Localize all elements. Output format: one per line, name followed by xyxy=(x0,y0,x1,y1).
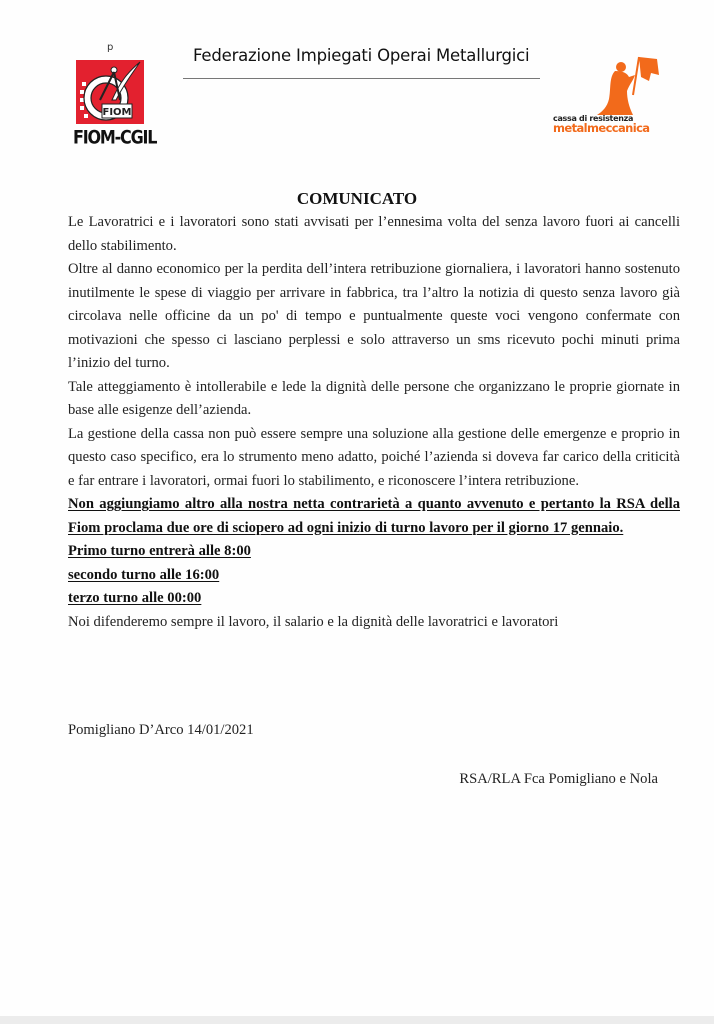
strike-announcement: Non aggiungiamo altro alla nostra netta contrarietà a quanto avvenuto e pertanto la RSA della Fiom proclama due ore di sciopero ad ogni inizio di turno lavoro per il giorno 17 gennaio. xyxy=(68,496,680,536)
paragraph-1: Le Lavoratrici e i lavoratori sono stati avvisati per l’ennesima volta del senza lavoro fuori ai cancelli dello stabilimento. xyxy=(68,214,680,254)
fiom-logo-icon xyxy=(76,60,144,124)
page-bottom-edge xyxy=(0,1016,714,1024)
header-divider xyxy=(183,78,540,79)
cassa-logo-line1: cassa di resistenza xyxy=(553,114,634,123)
cassa-logo-line2: metalmeccanica xyxy=(553,121,650,135)
paragraph-3: Tale atteggiamento è intollerabile e lede la dignità delle persone che organizzano le proprie giornate in base alle esigenze dell’azienda. xyxy=(68,378,680,418)
paragraph-4: La gestione della cassa non può essere sempre una soluzione alla gestione delle emergenze e proprio in questo caso specifico, era lo strumento meno adatto, poiché l’azienda si doveva far carico della criticità e far entrare i lavoratori, ormai fuori lo stabilimento, e riconoscere l’intera retribuzione. xyxy=(68,425,680,489)
shift-3: terzo turno alle 00:00 xyxy=(68,590,202,606)
signature: RSA/RLA Fca Pomigliano e Nola xyxy=(459,771,658,787)
document-title: COMUNICATO xyxy=(296,189,418,208)
paragraph-2: Oltre al danno economico per la perdita dell’intera retribuzione giornaliera, i lavoratori hanno sostenuto inutilmente le spese di viaggio per arrivare in fabbrica, tra l’altro la notizia di questo senza lavoro già circolava nelle officine da un po' di tempo e puntualmente queste voci vengono confermate con motivazioni che spesso ci lasciano perplessi e solo attraverso un sms ricevuto pochi minuti prima l’inizio del turno. xyxy=(68,261,680,371)
fiom-cgil-caption: FIOM-CGIL xyxy=(73,126,157,148)
svg-text:FIOM: FIOM xyxy=(102,107,132,118)
fiom-logo-mark: p xyxy=(107,42,114,53)
closing-statement: Noi difenderemo sempre il lavoro, il salario e la dignità delle lavoratrici e lavoratori xyxy=(68,613,559,630)
document-body xyxy=(68,211,680,634)
place-date: Pomigliano D’Arco 14/01/2021 xyxy=(68,722,254,738)
shift-2: secondo turno alle 16:00 xyxy=(68,566,220,583)
header-title: Federazione Impiegati Operai Metallurgici xyxy=(193,46,530,65)
shift-1: Primo turno entrerà alle 8:00 xyxy=(68,543,251,559)
shift-list xyxy=(68,540,680,564)
